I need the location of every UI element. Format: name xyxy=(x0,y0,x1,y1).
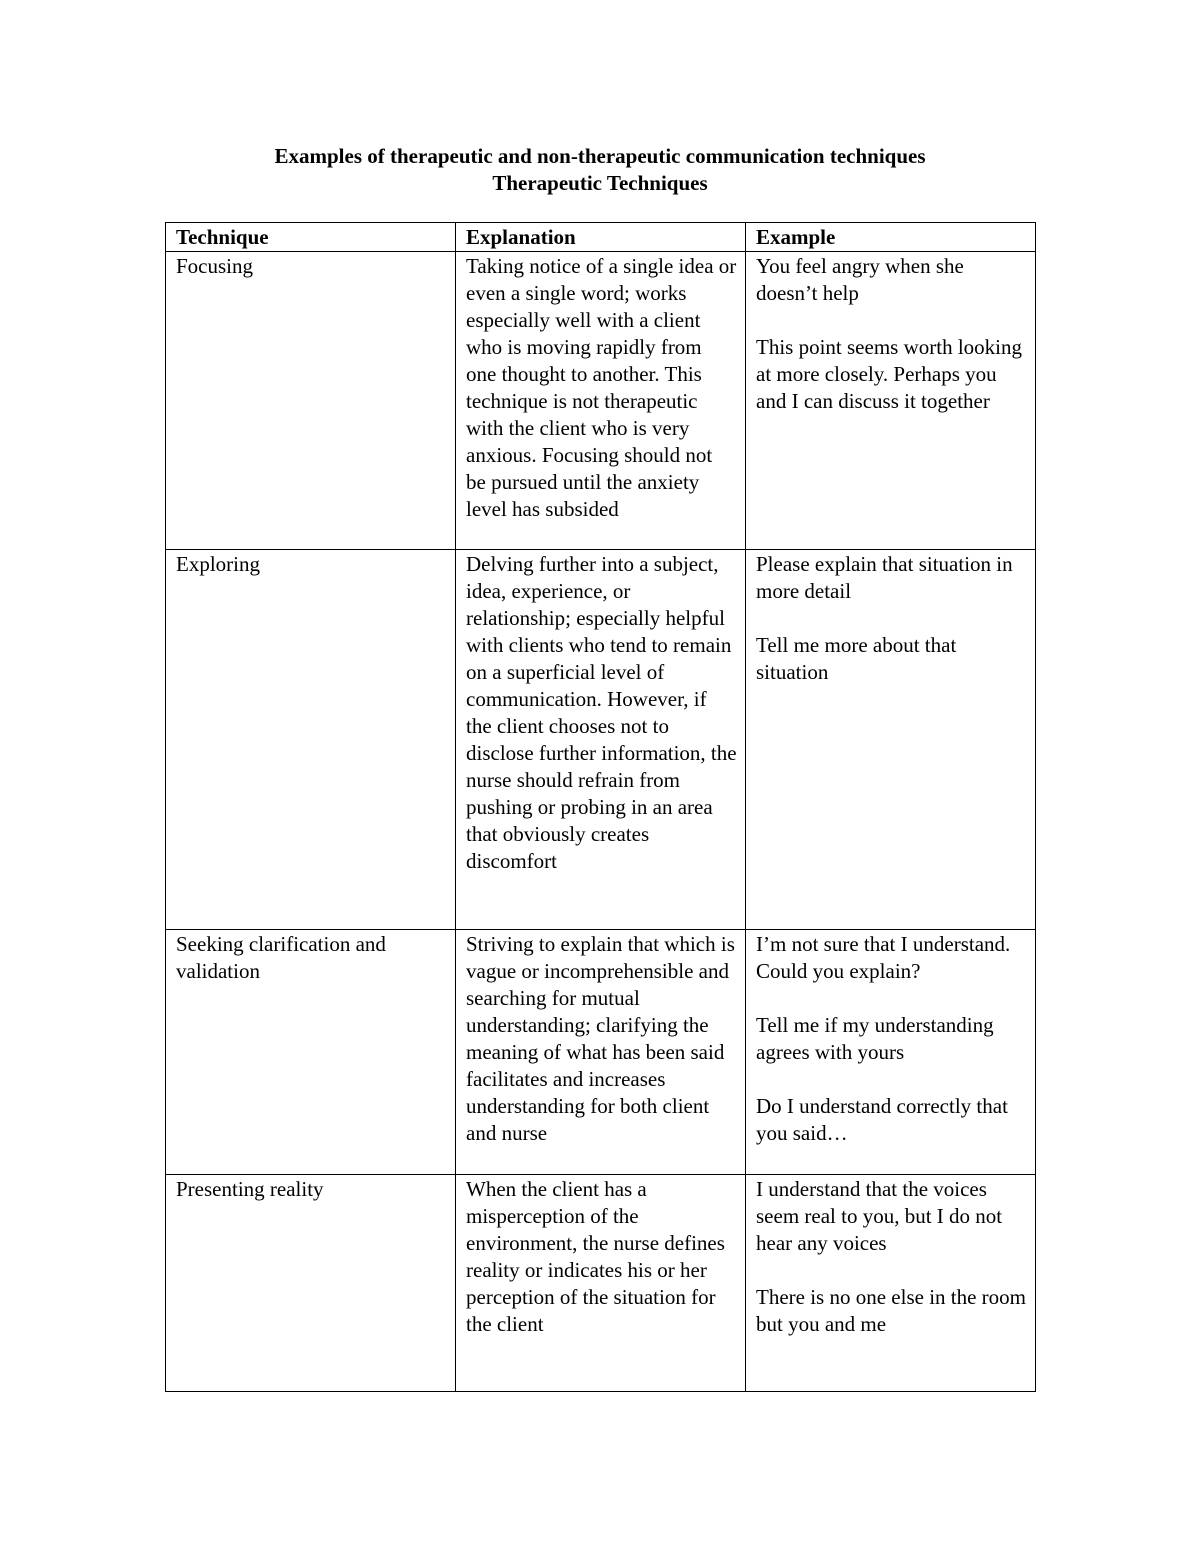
example-text: I understand that the voices seem real to you, but I do not hear any voices xyxy=(756,1177,1003,1255)
example-text: Do I understand correctly that you said… xyxy=(756,1094,1008,1145)
technique-cell: Exploring xyxy=(166,550,456,930)
table-row xyxy=(166,550,1036,930)
header-technique: Technique xyxy=(166,223,456,252)
explanation-cell: Striving to explain that which is vague or incomprehensible and searching for mutual understanding; clarifying the meaning of what has been said facilitates and increases understanding for both client and nurse xyxy=(456,930,746,1175)
example-text: This point seems worth looking at more closely. Perhaps you and I can discuss it together xyxy=(756,335,1022,413)
example-text: Tell me more about that situation xyxy=(756,633,957,684)
header-explanation: Explanation xyxy=(456,223,746,252)
techniques-table xyxy=(165,222,1036,1392)
document-title: Examples of therapeutic and non-therapeutic communication techniques xyxy=(274,144,926,168)
table-row xyxy=(166,1175,1036,1392)
example-text: Please explain that situation in more detail xyxy=(756,552,1013,603)
table-row xyxy=(166,930,1036,1175)
example-text: There is no one else in the room but you and me xyxy=(756,1285,1027,1336)
example-cell xyxy=(746,1175,1036,1392)
example-text: You feel angry when she doesn’t help xyxy=(756,254,964,305)
header-example: Example xyxy=(746,223,1036,252)
technique-cell: Seeking clarification and validation xyxy=(166,930,456,1175)
table-row xyxy=(166,252,1036,550)
technique-cell: Focusing xyxy=(166,252,456,550)
explanation-cell: Delving further into a subject, idea, experience, or relationship; especially helpful with clients who tend to remain on a superficial level of communication. However, if the client chooses not to disclose further information, the nurse should refrain from pushing or probing in an area that obviously creates discomfort xyxy=(456,550,746,930)
explanation-cell: Taking notice of a single idea or even a single word; works especially well with a client who is moving rapidly from one thought to another. This technique is not therapeutic with the client who is very anxious. Focusing should not be pursued until the anxiety level has subsided xyxy=(456,252,746,550)
example-cell xyxy=(746,930,1036,1175)
example-text: I’m not sure that I understand. Could you explain? xyxy=(756,932,1011,983)
explanation-cell: When the client has a misperception of the environment, the nurse defines reality or indicates his or her perception of the situation for the client xyxy=(456,1175,746,1392)
example-cell xyxy=(746,550,1036,930)
technique-cell: Presenting reality xyxy=(166,1175,456,1392)
document-subtitle: Therapeutic Techniques xyxy=(492,171,708,195)
example-cell xyxy=(746,252,1036,550)
table-header-row xyxy=(166,223,1036,252)
example-text: Tell me if my understanding agrees with yours xyxy=(756,1013,994,1064)
